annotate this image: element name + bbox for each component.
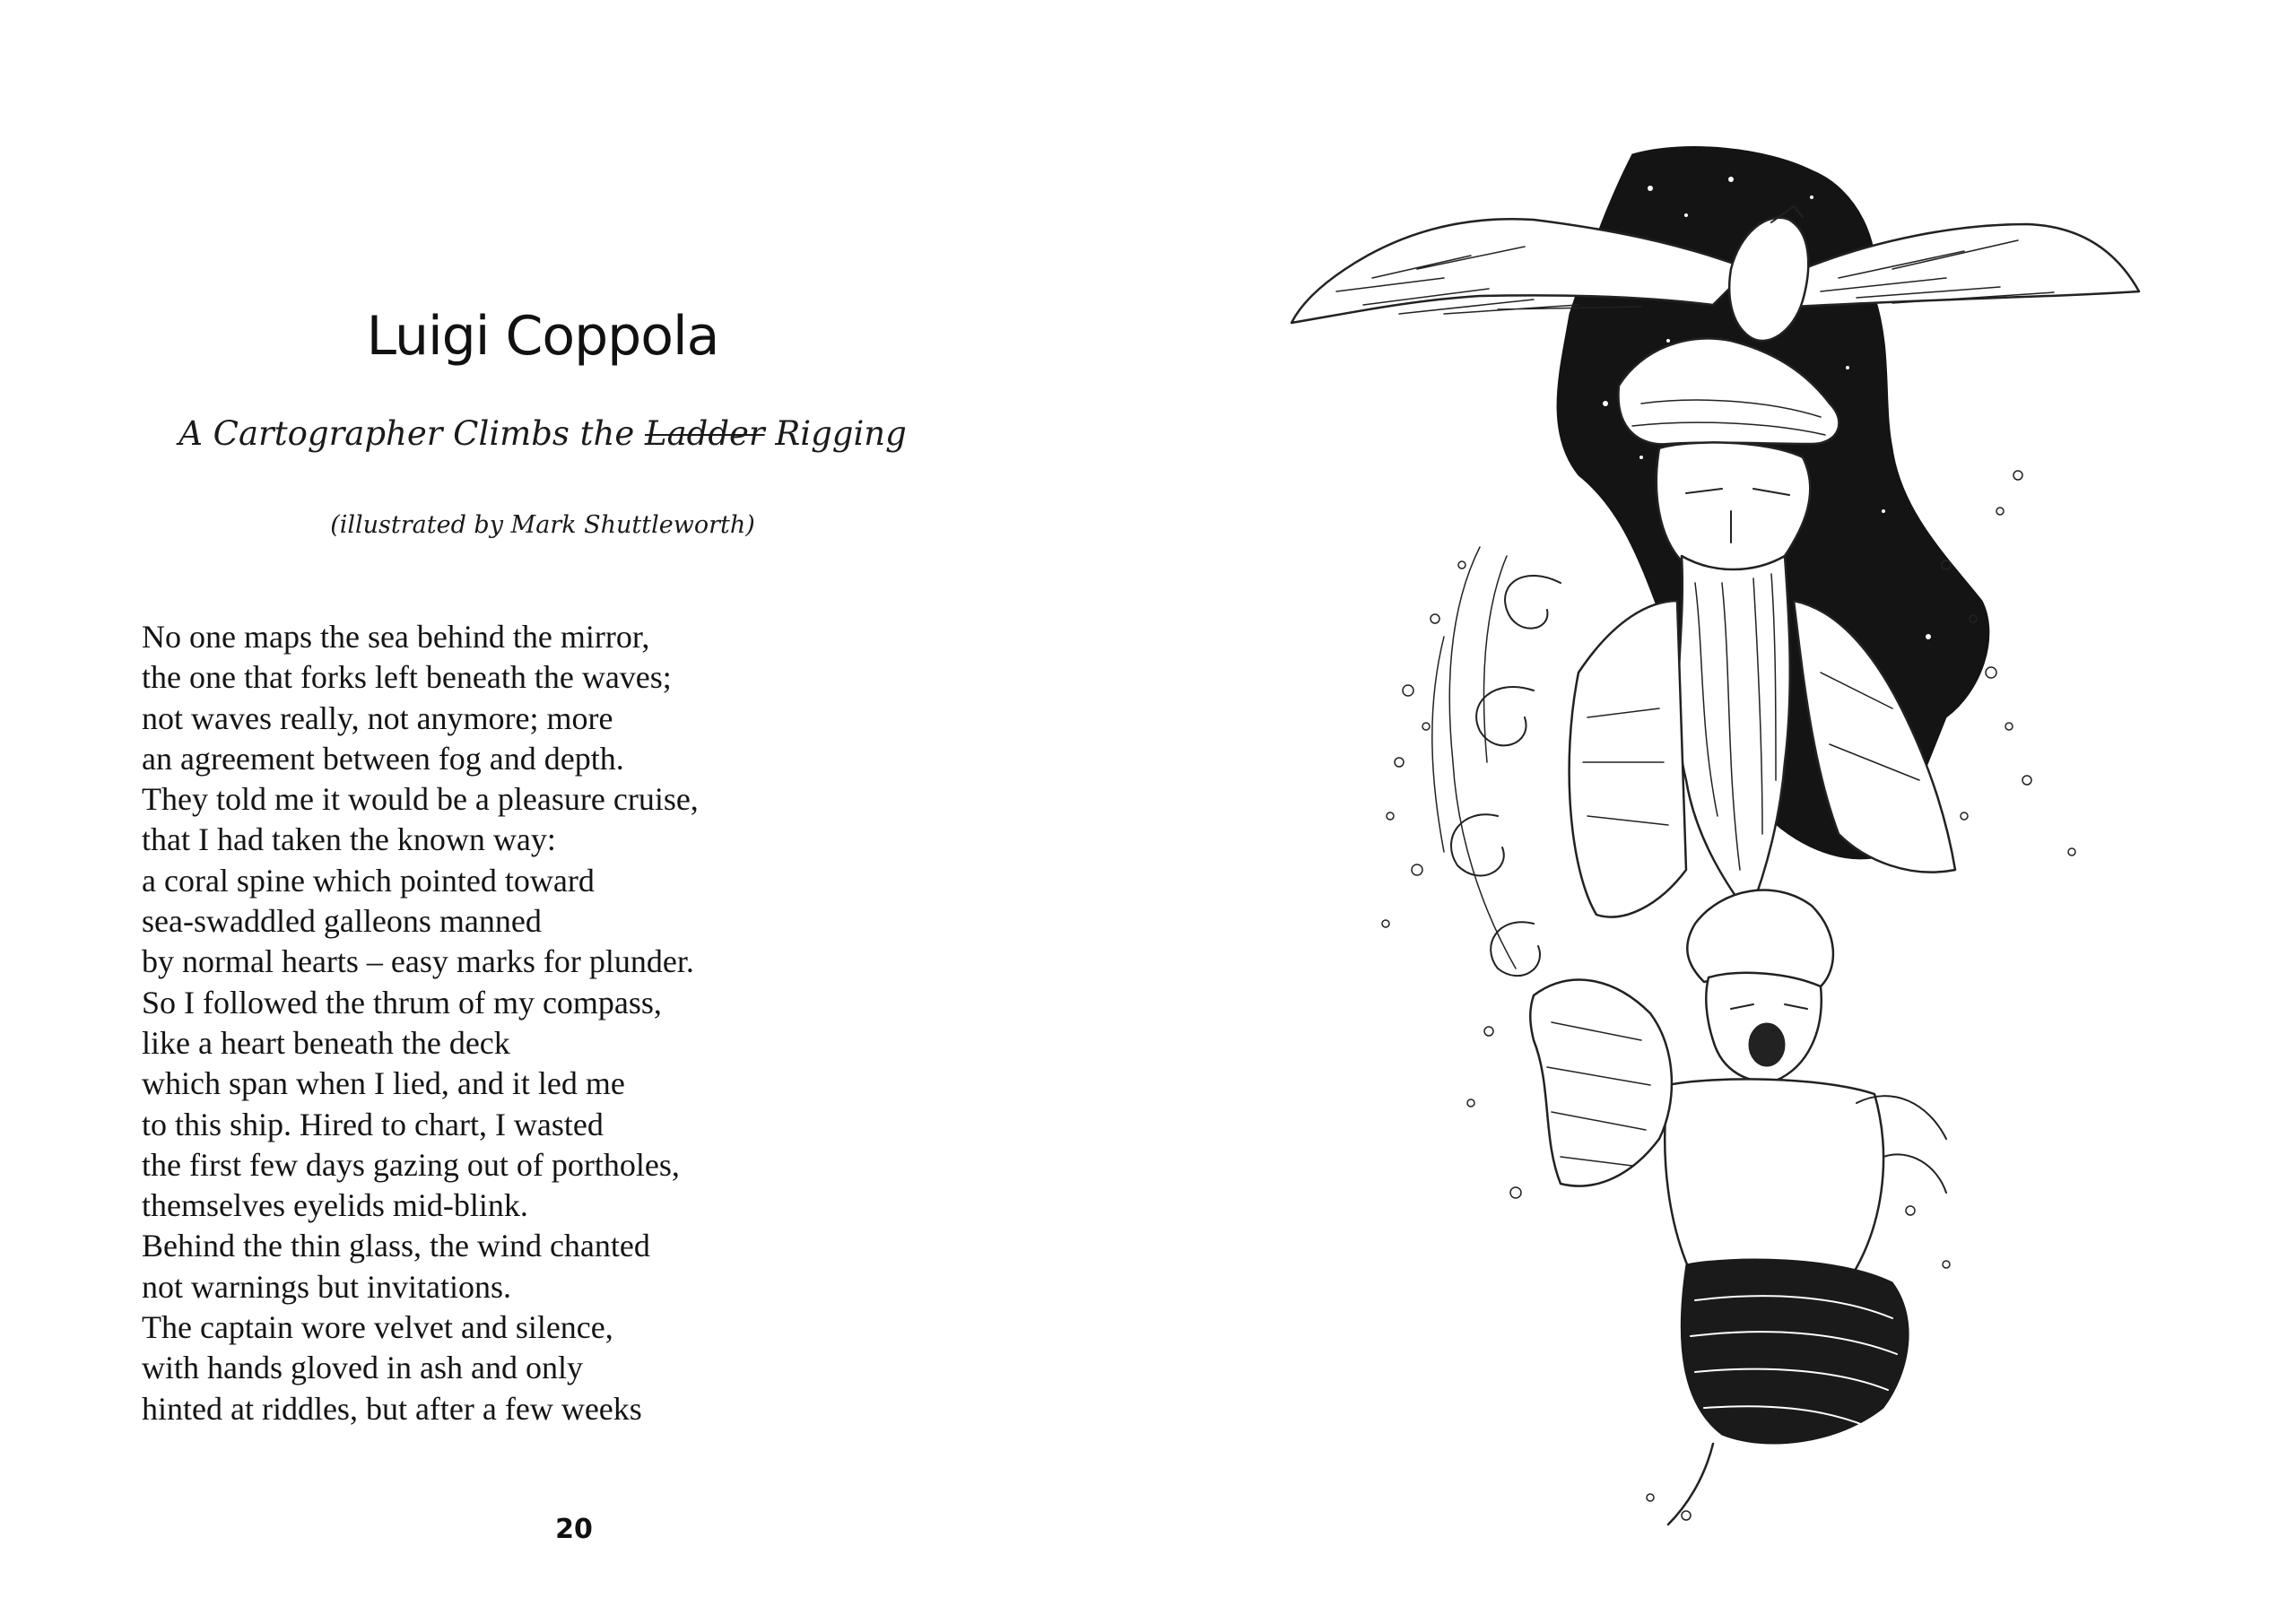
poem-title <box>0 414 1085 454</box>
poem-line: the first few days gazing out of portholes, <box>142 1146 680 1183</box>
torn-cloth <box>1530 980 1672 1186</box>
poem-title-start: A Cartographer Climbs the <box>178 414 646 453</box>
ink-illustration-albatross-captain-sailor-icon <box>1265 135 2161 1533</box>
vortex <box>1681 1259 1909 1444</box>
poem-line: an agreement between fog and depth. <box>142 740 624 777</box>
poem-line: The captain wore velvet and silence, <box>142 1309 613 1346</box>
poem-line: which span when I lied, and it led me <box>142 1065 625 1102</box>
wave-swirls <box>1451 576 1561 976</box>
sailor-hair <box>1687 890 1833 986</box>
poem-title-struck-word: Ladder <box>645 414 765 453</box>
illustrator-credit: (illustrated by Mark Shuttleworth) <box>330 511 755 539</box>
poem-line: to this ship. Hired to chart, I wasted <box>142 1106 604 1142</box>
poem-line: They told me it would be a pleasure cruise, <box>142 781 699 818</box>
captain-coat <box>1570 601 1686 917</box>
poem-line: So I followed the thrum of my compass, <box>142 984 662 1020</box>
poem-line: like a heart beneath the deck <box>142 1024 510 1061</box>
poem-line: that I had taken the known way: <box>142 821 556 858</box>
poem-line: No one maps the sea behind the mirror, <box>142 619 650 655</box>
poem-line: a coral spine which pointed toward <box>142 862 595 899</box>
poem-line: the one that forks left beneath the waves; <box>142 659 672 696</box>
author-name: Luigi Coppola <box>366 305 719 368</box>
poem-line: not waves really, not anymore; more <box>142 699 613 736</box>
poem-line: hinted at riddles, but after a few weeks <box>142 1390 642 1427</box>
page-number: 20 <box>555 1514 593 1545</box>
poem-text <box>142 617 699 1429</box>
poem-line: with hands gloved in ash and only <box>142 1350 583 1386</box>
poem-line: Behind the thin glass, the wind chanted <box>142 1228 650 1264</box>
poem-line: sea-swaddled galleons manned <box>142 903 542 940</box>
poem-line: not warnings but invitations. <box>142 1268 511 1305</box>
poem-title-end: Rigging <box>764 414 907 453</box>
poem-line: themselves eyelids mid-blink. <box>142 1187 528 1224</box>
sailor-open-mouth <box>1749 1023 1785 1066</box>
captain-face <box>1657 442 1810 572</box>
right-page <box>1148 0 2296 1624</box>
poem-line: by normal hearts – easy marks for plunder. <box>142 943 694 980</box>
